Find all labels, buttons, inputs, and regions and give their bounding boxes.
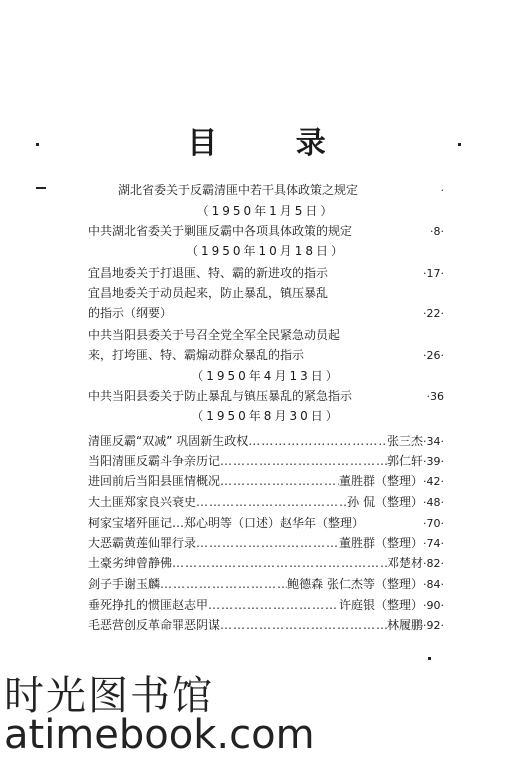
toc-entry <box>88 406 444 426</box>
toc-entry-title: （1950年8月30日） <box>191 409 341 423</box>
toc-entry-title: 中共湖北省委关于剿匪反霸中各项具体政策的规定 <box>88 224 353 238</box>
toc-entry-author: 张三杰 <box>386 434 423 448</box>
watermark-title: 时光图书馆 <box>4 673 214 719</box>
toc-entry-author: 鲍德森 张仁杰等（整理） <box>287 577 423 591</box>
toc-entry-title: 垂死挣扎的惯匪赵志甲 <box>88 598 209 612</box>
leader-dots <box>220 471 339 491</box>
toc-entry <box>88 553 444 573</box>
toc-entry <box>88 345 444 365</box>
toc-entry-title: 中共当阳县委关于号召全党全军全民紧急动员起 <box>88 328 341 342</box>
toc-entry-page: ·48· <box>423 496 444 509</box>
toc-entry-page: ·92· <box>423 619 444 632</box>
toc-entry-author: 董胜群（整理） <box>338 536 423 550</box>
toc-entry <box>88 241 444 261</box>
toc-entry-title: （1950年4月13日） <box>191 369 341 383</box>
toc-entry-title: （1950年1月5日） <box>196 204 336 218</box>
toc-entry <box>88 574 444 594</box>
toc-entry-title: 大土匪郑家良兴衰史 <box>88 495 197 509</box>
margin-mark-right <box>458 143 461 146</box>
page-title: 目 录 <box>187 126 360 161</box>
toc-entry-title: 柯家宝堵歼匪记…郑心明等（口述）赵华年（整理） <box>88 516 365 530</box>
toc-entry-title: 进回前后当阳县匪情概况 <box>88 474 221 488</box>
toc-entry-title: 中共当阳县委关于防止暴乱与镇压暴乱的紧急指示 <box>88 389 353 403</box>
leader-dots <box>172 553 387 573</box>
toc-entry-title: 土豪劣绅曾静佛 <box>88 556 173 570</box>
toc-entry-title: （1950年10月18日） <box>185 244 347 258</box>
leader-dots <box>220 451 387 471</box>
toc-entry-title: 剑子手谢玉麟 <box>88 577 161 591</box>
bottom-mark <box>428 657 431 660</box>
toc-entry <box>88 221 444 241</box>
toc-entry-title: 清匪反霸“双减” 巩固新生政权 <box>88 434 249 448</box>
toc-entry <box>88 471 444 491</box>
leader-dots <box>196 492 347 512</box>
leader-dots <box>160 574 287 594</box>
toc-entry <box>88 492 444 512</box>
toc-entry <box>88 180 444 200</box>
toc-entry-page: ·82· <box>423 557 444 570</box>
toc-entry-page: ·70· <box>423 517 444 530</box>
toc-entry-author: 林履鹏 <box>386 618 423 632</box>
leader-dots <box>208 595 339 615</box>
toc-entry <box>88 386 444 406</box>
bracket-mark <box>36 187 46 189</box>
toc-entry <box>88 615 444 635</box>
watermark-url: atimebook.com <box>4 712 315 758</box>
toc-entry <box>88 366 444 386</box>
toc-entry-page: ·42· <box>423 475 444 488</box>
toc-entry-title: 来，打垮匪、特、霸煽动群众暴乱的指示 <box>88 348 305 362</box>
toc-entry <box>88 431 444 451</box>
toc-entry <box>88 283 444 303</box>
toc-entry-title: 的指示（纲要） <box>88 306 173 320</box>
margin-mark-left <box>36 143 39 146</box>
toc-entry-page: ·26· <box>423 349 444 362</box>
toc-entry-page: ·90· <box>423 599 444 612</box>
toc-entry-author: 郭仁轩 <box>386 454 423 468</box>
toc-entry <box>88 533 444 553</box>
toc-entry-page: · <box>440 184 444 197</box>
toc-entry-title: 大恶霸黄莲仙罪行录 <box>88 536 197 550</box>
leader-dots <box>220 615 387 635</box>
toc-entry-page: ·74· <box>423 537 444 550</box>
leader-dots <box>196 533 339 553</box>
toc-entry-author: 孙 侃（整理） <box>347 495 423 509</box>
toc-entry-title: 湖北省委关于反霸清匪中若干具体政策之规定 <box>118 183 359 197</box>
toc-entry-title: 宜昌地委关于打退匪、特、霸的新进攻的指示 <box>88 266 329 280</box>
toc-entry <box>88 263 444 283</box>
toc-entry-author: 许庭银（整理） <box>338 598 423 612</box>
toc-entry <box>88 595 444 615</box>
toc-entry-page: ·22· <box>423 307 444 320</box>
toc-entry-author: 董胜群（整理） <box>338 474 423 488</box>
toc-entry-page: ·17· <box>423 267 444 280</box>
toc-entry-title: 当阳清匪反霸斗争亲历记 <box>88 454 221 468</box>
toc-entry <box>88 451 444 471</box>
toc-entry <box>88 325 444 345</box>
toc-entry-page: ·36 <box>426 390 444 403</box>
toc-entry <box>88 303 444 323</box>
leader-dots <box>248 431 387 451</box>
toc-entry-page: ·84· <box>423 578 444 591</box>
toc-entry-page: ·39· <box>423 455 444 468</box>
toc-entry <box>88 201 444 221</box>
toc-entry-author: 邓楚材 <box>386 556 423 570</box>
toc-entry <box>88 513 444 533</box>
toc-entry-page: ·34· <box>423 435 444 448</box>
toc-entry-title: 毛恶营创反革命罪恶阴谋 <box>88 618 221 632</box>
toc-entry-page: ·8· <box>430 225 444 238</box>
toc-entry-title: 宜昌地委关于动员起来，防止暴乱，镇压暴乱 <box>88 286 329 300</box>
